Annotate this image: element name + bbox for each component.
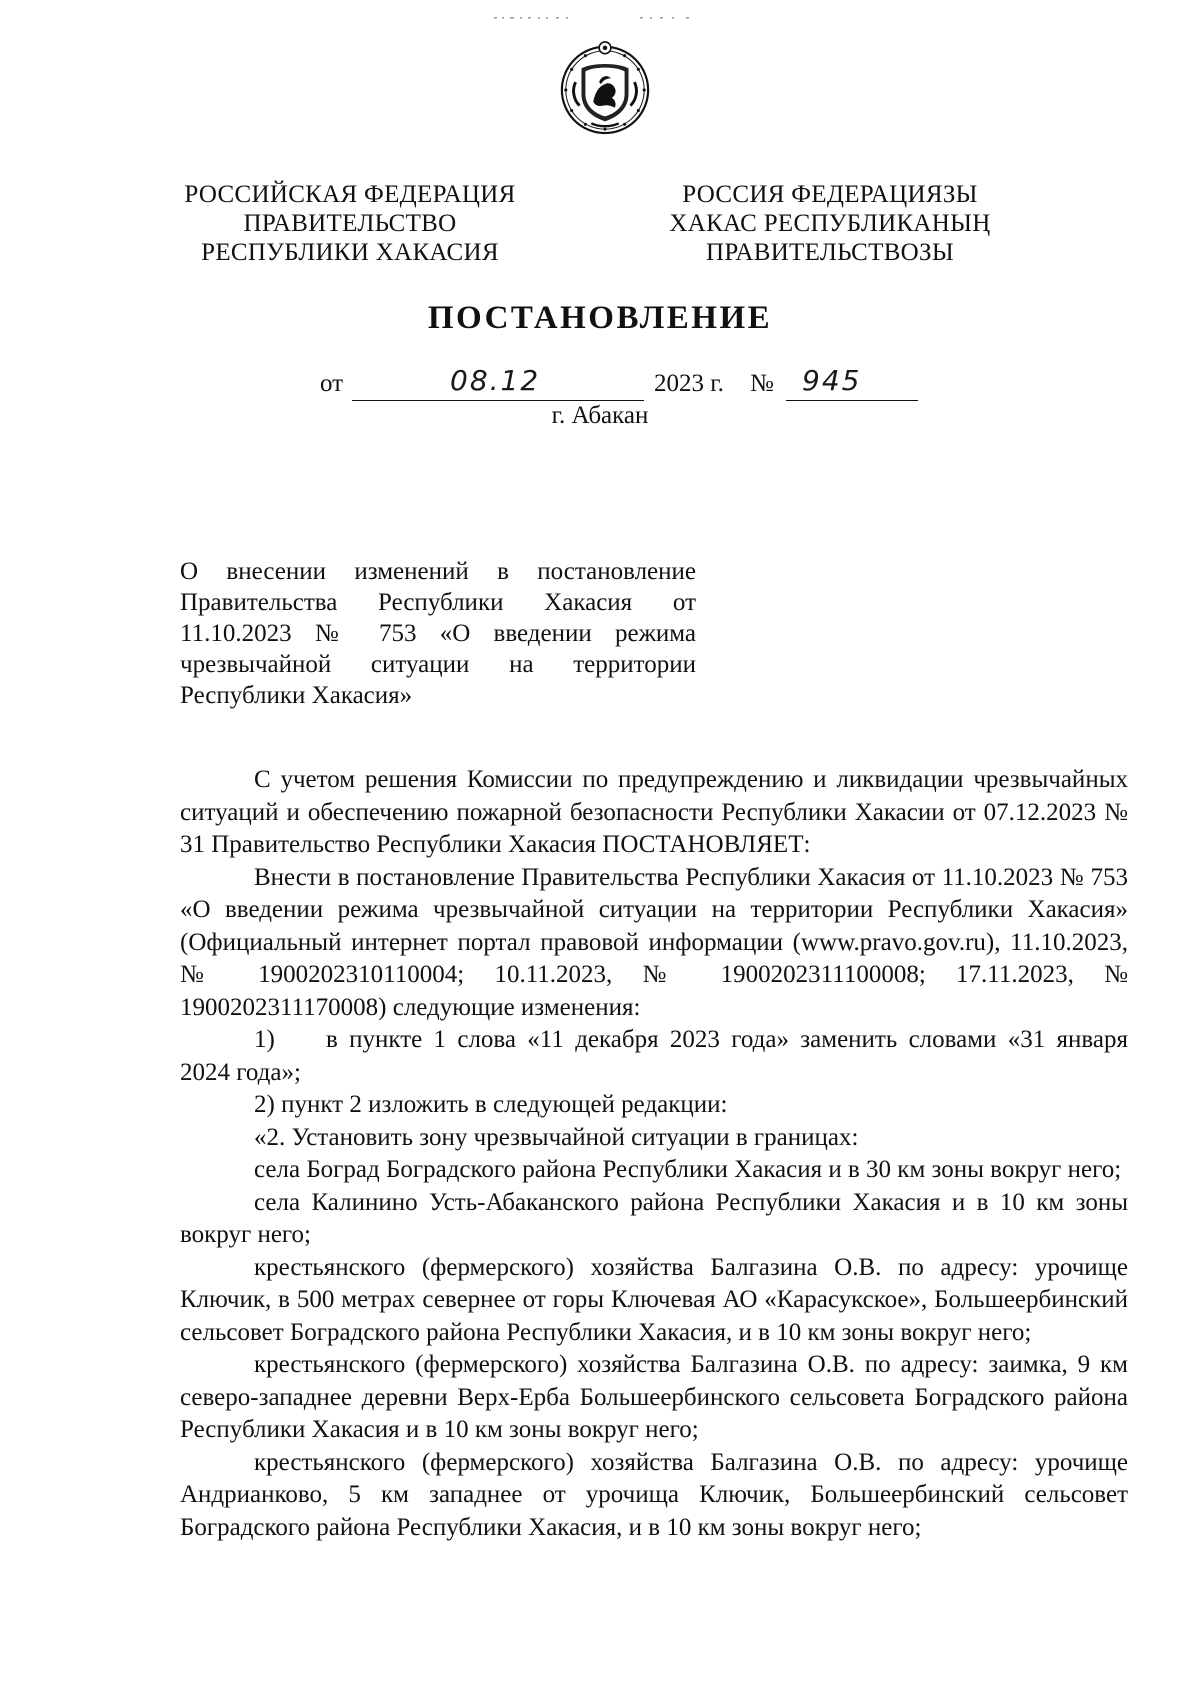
- intro-paragraph: Внести в постановление Правительства Республики Хакасия от 11.10.2023 № 753 «О введении режима чрезвычайной ситуации на территории Республики Хакасия» (Официальный интернет портал правовой информации (www.pravo.gov.ru), 11.10.2023, № 1900202310110004; 10.11.2023, № 1900202311100008; 17.11.2023, № 1900202311170008) следующие изменения:: [180, 863, 1128, 1021]
- document-type-title: ПОСТАНОВЛЕНИЕ: [427, 300, 773, 336]
- quote-start-paragraph: «2. Установить зону чрезвычайной ситуации в границах:: [254, 1123, 859, 1151]
- item-1-text: в пункте 1 слова «11 декабря 2023 года» заменить словами «31 января 2024 года»;: [180, 1026, 1128, 1086]
- date-number-line: [320, 364, 920, 404]
- header-left-line-1: РОССИЙСКАЯ ФЕДЕРАЦИЯ: [184, 181, 516, 208]
- document-body: [180, 764, 1128, 1544]
- zone-paragraph: крестьянского (фермерского) хозяйства Балгазина О.В. по адресу: урочище Андрианково, 5 км западнее от урочища Ключик, Большеербинский сельсовет Боградского района Республики Хакасия, и в 10 км зоны вокруг него;: [180, 1448, 1128, 1541]
- zone-paragraph: села Калинино Усть-Абаканского района Республики Хакасия и в 10 км зоны вокруг него;: [180, 1188, 1128, 1248]
- header-left-line-2: ПРАВИТЕЛЬСТВО: [243, 210, 457, 237]
- header-left-line-3: РЕСПУБЛИКИ ХАКАСИЯ: [201, 239, 499, 266]
- item-1-paragraph: [180, 1024, 1128, 1089]
- header-right-line-1: РОССИЯ ФЕДЕРАЦИЯЗЫ: [682, 181, 978, 208]
- item-2-paragraph: 2) пункт 2 изложить в следующей редакции:: [254, 1091, 728, 1118]
- year-text: 2023 г.: [654, 370, 724, 397]
- scan-artifact: [490, 14, 720, 22]
- handwritten-number: 945: [802, 364, 862, 397]
- header-right-block: [620, 180, 1040, 267]
- coat-of-arms-emblem: [556, 38, 654, 138]
- zone-paragraph: крестьянского (фермерского) хозяйства Балгазина О.В. по адресу: урочище Ключик, в 500 метрах севернее от горы Ключевая АО «Карасукское», Большеербинский сельсовет Боградского района Республики Хакасия, и в 10 км зоны вокруг него;: [180, 1253, 1128, 1346]
- header-right-line-2: ХАКАС РЕСПУБЛИКАНЫҢ: [669, 210, 991, 237]
- header-right-line-3: ПРАВИТЕЛЬСТВОЗЫ: [706, 239, 954, 266]
- zone-paragraph: села Боград Боградского района Республики Хакасия и в 30 км зоны вокруг него;: [254, 1156, 1122, 1183]
- number-sign: №: [750, 370, 774, 397]
- preamble-paragraph: С учетом решения Комиссии по предупреждению и ликвидации чрезвычайных ситуаций и обеспечению пожарной безопасности Республики Хакасии от 07.12.2023 № 31 Правительство Республики Хакасия ПОСТАНОВЛЯЕТ:: [180, 766, 1128, 858]
- item-1-number: 1): [254, 1026, 275, 1053]
- city-name: г. Абакан: [551, 402, 649, 429]
- handwritten-date: 08.12: [450, 364, 541, 397]
- header-left-block: [140, 180, 560, 267]
- date-prefix: от: [320, 370, 344, 397]
- zone-paragraph: крестьянского (фермерского) хозяйства Балгазина О.В. по адресу: заимка, 9 км северо-западнее деревни Верх-Ерба Большеербинского сельсовета Боградского района Республики Хакасия и в 10 км зоны вокруг него;: [180, 1351, 1128, 1443]
- document-subject: О внесении изменений в постановление Правительства Республики Хакасия от 11.10.2023 № 753 «О введении режима чрезвычайной ситуации на территории Республики Хакасия»: [180, 558, 696, 709]
